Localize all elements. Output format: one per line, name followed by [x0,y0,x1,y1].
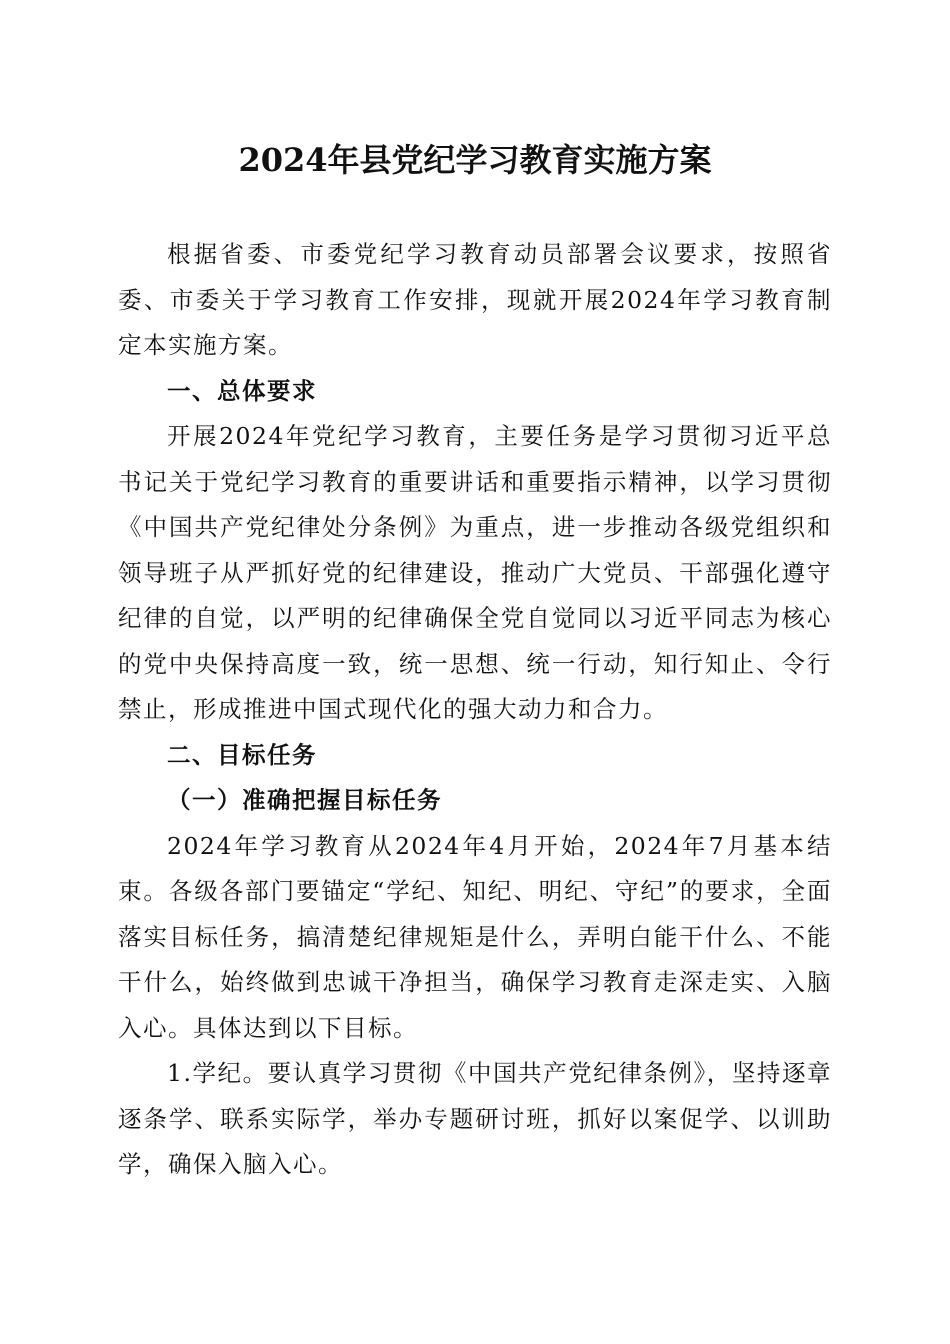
targets-paragraph: 2024年学习教育从2024年4月开始，2024年7月基本结束。各级各部门要锚定“学纪、知纪、明纪、守纪”的要求，全面落实目标任务，搞清楚纪律规矩是什么，弄明白能干什么、不能干什么，始终做到忠诚干净担当，确保学习教育走深走实、入脑入心。具体达到以下目标。 [118,831,832,1042]
section-heading-targets-tasks: 二、目标任务 [167,740,317,769]
subsection-heading-grasp-targets: （一）准确把握目标任务 [167,786,442,814]
item-1-paragraph: 1.学纪。要认真学习贯彻《中国共产党纪律条例》，坚持逐章逐条学、联系实际学，举办专题研讨班，抓好以案促学、以训助学，确保入脑入心。 [118,1059,832,1178]
general-requirements-paragraph: 开展2024年党纪学习教育，主要任务是学习贯彻习近平总书记关于党纪学习教育的重要讲话和重要指示精神，以学习贯彻《中国共产党纪律处分条例》为重点，进一步推动各级党组织和领导班子从严抓好党的纪律建设，推动广大党员、干部强化遵守纪律的自觉，以严明的纪律确保全党自觉同以习近平同志为核心的党中央保持高度一致，统一思想、统一行动，知行知止、令行禁止，形成推进中国式现代化的强大动力和合力。 [118,422,832,723]
document-body [118,232,832,1188]
section-heading-general-requirements: 一、总体要求 [167,376,317,405]
document-title: 2024年县党纪学习教育实施方案 [238,141,712,179]
intro-paragraph: 根据省委、市委党纪学习教育动员部署会议要求，按照省委、市委关于学习教育工作安排，现就开展2024年学习教育制定本实施方案。 [118,240,832,359]
